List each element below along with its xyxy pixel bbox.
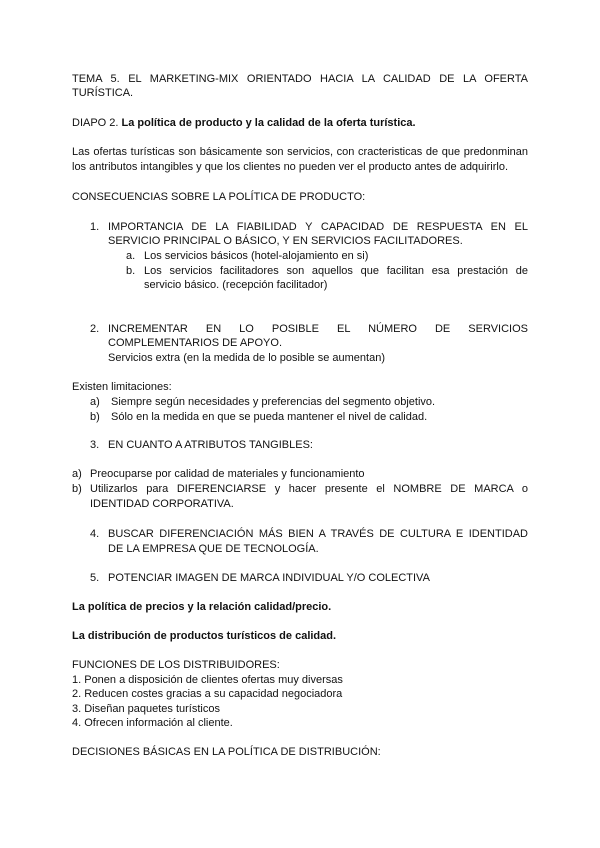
- distribution-heading: [72, 629, 336, 643]
- item-4-marker: 4.: [90, 528, 100, 540]
- intro-line-2: los antributos intangibles y que los clientes no pueden ver el producto antes de adquirirlo.: [72, 161, 508, 173]
- limitation-a: Siempre según necesidades y preferencias del segmento objetivo.: [111, 396, 436, 408]
- item-2-marker: 2.: [90, 323, 100, 335]
- item-1-sub-b-line-1: Los servicios facilitadores son aquellos que facilitan esa prestación de: [144, 265, 528, 277]
- item-2-line-1: INCREMENTAR EN LO POSIBLE EL NÚMERO DE SERVICIOS: [108, 323, 528, 335]
- tangible-b-line-1: Utilizarlos para DIFERENCIARSE y hacer presente el NOMBRE DE MARCA o: [90, 483, 528, 495]
- item-1-sub-a-marker: a.: [126, 250, 136, 262]
- diapo-heading: [72, 116, 416, 130]
- functions-heading: FUNCIONES DE LOS DISTRIBUIDORES:: [72, 659, 280, 671]
- title-line-2: TURÍSTICA.: [72, 87, 134, 99]
- item-1-sub-a: Los servicios básicos (hotel-alojamiento en si): [144, 250, 369, 262]
- diapo-bold-title: La política de producto y la calidad de la oferta turística.: [121, 117, 416, 129]
- item-4-line-1: BUSCAR DIFERENCIACIÓN MÁS BIEN A TRAVÉS DE CULTURA E IDENTIDAD: [108, 528, 528, 540]
- limitation-a-marker: a): [90, 396, 100, 408]
- decisions-heading: DECISIONES BÁSICAS EN LA POLÍTICA DE DISTRIBUCIÓN:: [72, 746, 381, 758]
- title-line-1: TEMA 5. EL MARKETING-MIX ORIENTADO HACIA LA CALIDAD DE LA OFERTA: [72, 73, 528, 85]
- tangible-a-marker: a): [72, 468, 82, 480]
- limitations-heading: Existen limitaciones:: [72, 381, 172, 393]
- tangible-b-marker: b): [72, 483, 82, 495]
- item-1-sub-b-marker: b.: [126, 265, 136, 277]
- item-3-line-1: EN CUANTO A ATRIBUTOS TANGIBLES:: [108, 439, 313, 451]
- function-item-1: 1. Ponen a disposición de clientes ofertas muy diversas: [72, 674, 343, 686]
- item-3-marker: 3.: [90, 439, 100, 451]
- price-policy-heading-text: La política de precios y la relación calidad/precio.: [72, 601, 332, 613]
- function-item-3: 3. Diseñan paquetes turísticos: [72, 703, 220, 715]
- item-1-marker: 1.: [90, 221, 100, 233]
- tangible-a: Preocuparse por calidad de materiales y funcionamiento: [90, 468, 365, 480]
- distribution-heading-text: La distribución de productos turísticos de calidad.: [72, 630, 337, 642]
- tangible-b-line-2: IDENTIDAD CORPORATIVA.: [90, 498, 234, 510]
- function-item-4: 4. Ofrecen información al cliente.: [72, 717, 233, 729]
- item-1-sub-b-line-2: servicio básico. (recepción facilitador): [144, 279, 328, 291]
- function-item-2: 2. Reducen costes gracias a su capacidad negociadora: [72, 688, 343, 700]
- item-4-line-2: DE LA EMPRESA QUE DE TECNOLOGÍA.: [108, 543, 319, 555]
- item-1-line-2: SERVICIO PRINCIPAL O BÁSICO, Y EN SERVICIOS FACILITADORES.: [108, 235, 463, 247]
- limitation-b: Sólo en la medida en que se pueda mantener el nivel de calidad.: [111, 411, 428, 423]
- item-5-line-1: POTENCIAR IMAGEN DE MARCA INDIVIDUAL Y/O COLECTIVA: [108, 572, 430, 584]
- item-2-line-2: COMPLEMENTARIOS DE APOYO.: [108, 337, 282, 349]
- intro-line-1: Las ofertas turísticas son básicamente son servicios, con cracteristicas de que predonminan: [72, 146, 528, 158]
- consecuencias-heading: CONSECUENCIAS SOBRE LA POLÍTICA DE PRODUCTO:: [72, 191, 366, 203]
- item-1-line-1: IMPORTANCIA DE LA FIABILIDAD Y CAPACIDAD DE RESPUESTA EN EL: [108, 221, 528, 233]
- limitation-b-marker: b): [90, 411, 100, 423]
- diapo-prefix: DIAPO 2.: [72, 117, 122, 129]
- item-2-line-3: Servicios extra (en la medida de lo posible se aumentan): [108, 352, 385, 364]
- item-5-marker: 5.: [90, 572, 100, 584]
- price-policy-heading: [72, 600, 331, 614]
